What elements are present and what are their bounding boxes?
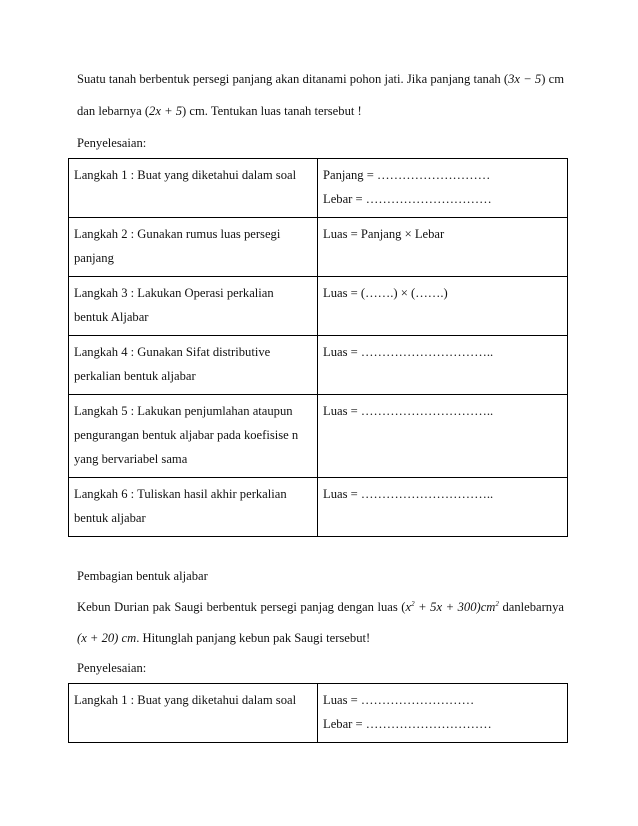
problem2-text-a: Kebun Durian pak Saugi berbentuk persegi panjag dengan luas (: [77, 600, 406, 615]
table-row: [69, 336, 568, 395]
answer-cell: [318, 159, 568, 218]
step-text: Langkah 1 : Buat yang diketahui dalam soal: [74, 693, 297, 707]
problem1-line1: [77, 72, 564, 87]
step-cell: [69, 218, 318, 277]
answer-text: Luas = (…….) × (…….): [323, 286, 448, 300]
problem1-expr-panjang: 3x − 5: [508, 72, 542, 86]
step-cell: [69, 159, 318, 218]
step-cell: [69, 277, 318, 336]
step-cell: [69, 395, 318, 478]
problem2-line1: [77, 600, 564, 615]
problem2-text-b: danlebarnya: [498, 600, 564, 615]
problem2-solution-label: Penyelesaian:: [77, 661, 147, 675]
answer-cell: [318, 478, 568, 537]
answer-text: Luas = ………………………: [323, 693, 475, 707]
problem1-line2-b: ) cm. Tentukan luas tanah tersebut !: [182, 104, 362, 118]
answer-text: Luas = …………………………..: [323, 404, 494, 418]
step-text: bentuk aljabar: [74, 511, 146, 525]
answer-text: Panjang = ………………………: [323, 168, 491, 182]
problem2-line2-b: . Hitunglah panjang kebun pak Saugi tersebut!: [136, 631, 371, 645]
problem2-expr-luas: $x^2 + 5x + 300)cm^2$: [405, 600, 499, 615]
answer-cell: [318, 277, 568, 336]
step-cell: [69, 684, 318, 743]
table-row: [69, 684, 568, 743]
problem2-line2: [77, 631, 370, 646]
step-text: Langkah 5 : Lakukan penjumlahan ataupun: [74, 404, 293, 418]
answer-text: Luas = Panjang × Lebar: [323, 227, 445, 241]
table-row: [69, 218, 568, 277]
step-cell: [69, 478, 318, 537]
answer-text: Lebar = …………………………: [323, 717, 492, 731]
answer-text: Lebar = …………………………: [323, 192, 492, 206]
problem1-solution-label: Penyelesaian:: [77, 136, 147, 150]
problem1-text-a: Suatu tanah berbentuk persegi panjang akan ditanami pohon jati. Jika panjang tanah (: [77, 72, 509, 86]
problem2-steps-table: [68, 683, 568, 743]
problem2-expr-lebar: (x + 20) cm: [77, 631, 137, 645]
table-row: [69, 478, 568, 537]
answer-cell: [318, 684, 568, 743]
answer-cell: [318, 336, 568, 395]
step-text: Langkah 6 : Tuliskan hasil akhir perkalian: [74, 487, 287, 501]
step-text: bentuk Aljabar: [74, 310, 149, 324]
problem2-heading: Pembagian bentuk aljabar: [77, 569, 208, 583]
table-row: [69, 395, 568, 478]
problem1-expr-lebar: 2x + 5: [149, 104, 183, 118]
answer-cell: [318, 395, 568, 478]
problem1-line2: [77, 104, 362, 119]
step-cell: [69, 336, 318, 395]
step-text: pengurangan bentuk aljabar pada koefisise n: [74, 428, 299, 442]
step-text: panjang: [74, 251, 114, 265]
answer-text: Luas = …………………………..: [323, 487, 494, 501]
step-text: Langkah 2 : Gunakan rumus luas persegi: [74, 227, 281, 241]
table-row: [69, 277, 568, 336]
problem1-text-b: ) cm: [541, 72, 564, 86]
problem1-line2-a: dan lebarnya (: [77, 104, 150, 118]
step-text: yang bervariabel sama: [74, 452, 188, 466]
table-row: [69, 159, 568, 218]
step-text: perkalian bentuk aljabar: [74, 369, 196, 383]
problem1-steps-table: [68, 158, 568, 537]
step-text: Langkah 4 : Gunakan Sifat distributive: [74, 345, 271, 359]
answer-text: Luas = …………………………..: [323, 345, 494, 359]
answer-cell: [318, 218, 568, 277]
step-text: Langkah 3 : Lakukan Operasi perkalian: [74, 286, 274, 300]
step-text: Langkah 1 : Buat yang diketahui dalam soal: [74, 168, 297, 182]
